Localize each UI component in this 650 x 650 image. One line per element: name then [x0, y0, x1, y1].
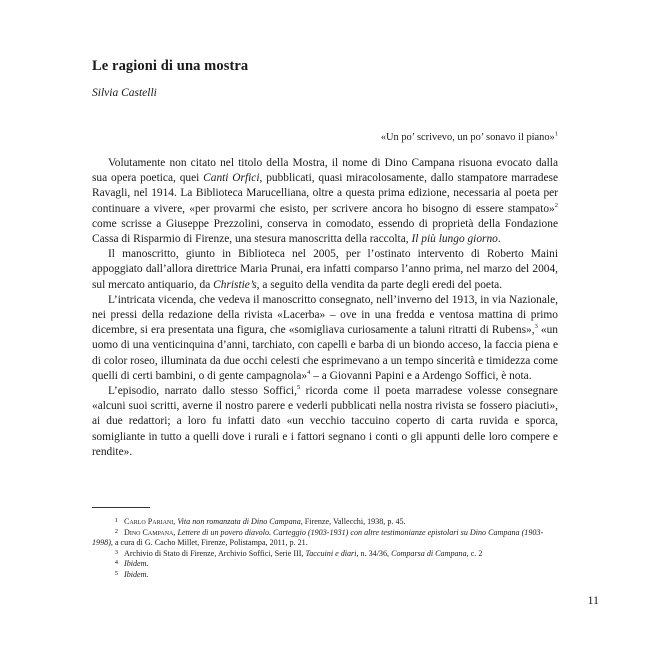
text-run: L’intricata vicenda, che vedeva il manoscritto consegnato, nell’inverno del 1913, in via Nazionale, nei pressi della redazione della rivista «Lacerba» – ove in una fredda e ventosa mattina di primo dicembre, si era presentata una figura, che «somigliava curiosamente a taluni ritratti di Rubens», [92, 293, 558, 337]
paragraph [92, 247, 558, 293]
epigraph-text: «Un po’ scrivevo, un po’ sonavo il piano» [380, 132, 555, 143]
text-run-italic: Christie’s [213, 278, 257, 291]
text-run: Volutamente non citato nel titolo della Mostra, il nome di Dino Campana risuona evocato dalla sua opera poetica, quei [92, 157, 558, 185]
footnote-author: Carlo Pariani [124, 517, 174, 526]
text-run: , n. 34/36, [356, 548, 392, 558]
page-title: Le ragioni di una mostra [92, 58, 249, 74]
page-number: 11 [587, 593, 599, 607]
footnotes [92, 517, 558, 581]
footnote-title: Taccuini e diari [305, 548, 357, 558]
footnote-divider [92, 507, 150, 508]
text-run: – a Giovanni Papini e a Ardengo Soffici, è nota. [310, 369, 532, 382]
text-run: L’episodio, narrato dallo stesso Soffici, [108, 385, 297, 398]
footnote-ref: 4 [307, 369, 311, 377]
text-run: Il manoscritto, giunto in Biblioteca nel 2005, per l’ostinato intervento di Roberto Maini appoggiato dall’allora direttrice Maria Prunai, era infatti comparso l’anno prima, nel marzo del 2004, sul mercato antiquario, da [92, 248, 558, 291]
footnote-ref: 3 [534, 323, 538, 331]
text-run: , pubblicati, quasi miracolosamente, dallo stampatore marradese Ravagli, nel 1914. La Biblioteca Marucelliana, oltre a questa prima edizione, necessaria al poeta per continuare a vivere, «per provarmi che esisto, per scrivere ancora ho bisogno di essere stampato» [92, 172, 558, 215]
text-run: , a seguito della vendita da parte degli eredi del poeta. [256, 278, 503, 291]
footnote-number: 4 [114, 559, 118, 567]
footnote-title: Comparsa di Campana [391, 548, 467, 558]
footnote [92, 528, 558, 549]
text-run-italic: Il più lungo giorno [411, 233, 498, 246]
footnote-number: 1 [114, 517, 118, 524]
text-run: «un uomo di una venticinquina d’anni, tarchiato, con capelli e barba di un biondo acceso, la faccia piena e di color roseo, illuminata da due occhi celesti che esprimevano a un tempo sincerità e timidezza come quelli di certi bambini, o di gente campagnola» [92, 324, 559, 382]
text-run-italic: Canti Orfici [203, 172, 260, 185]
text-run: , Firenze, Vallecchi, 1938, p. 45. [300, 517, 406, 526]
footnote-ref: 2 [554, 201, 558, 209]
footnote-ref: 5 [296, 384, 301, 392]
author-name: Silvia Castelli [92, 87, 157, 99]
paragraph [92, 156, 558, 247]
footnote-number: 5 [114, 569, 118, 577]
footnote-title: Ibidem. [124, 569, 149, 579]
text-run: , a cura di G. Cacho Millet, Firenze, Polistampa, 2011, p. 21. [110, 538, 308, 548]
footnote-title: Lettere di un povero diavolo. Carteggio (1903-1931) con altre testimonianze epistolari su Dino Campana (1903-1998) [92, 527, 544, 548]
text-run: Archivio di Stato di Firenze, Archivio Soffici, Serie III, [124, 548, 306, 558]
footnote [92, 559, 558, 570]
footnote-number: 2 [114, 527, 118, 535]
paragraph [92, 384, 558, 460]
body-text [92, 156, 558, 460]
text-run: come scrisse a Giuseppe Prezzolini, conserva in comodato, essendo di proprietà della Fondazione Cassa di Risparmio di Firenze, una stesura manoscritta della raccolta, [92, 217, 558, 246]
text-run: , [173, 517, 178, 526]
footnote-author: Dino Campana [124, 527, 174, 537]
footnote-number: 3 [114, 548, 118, 556]
footnote [92, 517, 558, 528]
footnote [92, 549, 558, 560]
footnote-title: Vita non romanzata di Dino Campana [177, 517, 301, 526]
epigraph [381, 132, 558, 143]
text-run: ricorda come il poeta marradese volesse consegnare «alcuni suoi scritti, averne il nostro parere e vederli pubblicati nella nostra rivista se fossero piaciuti», ai due redattori; a loro fu infatti dato «un vecchio taccuino coperto di carta ruvida e sporca, somigliante in tutto a quelli dove i rurali e i fattori segnano i conti o gli appunti delle loro compere e rendite». [92, 385, 558, 458]
footnote-title: Ibidem. [124, 559, 149, 569]
footnote [92, 570, 558, 581]
text-run: , [173, 527, 178, 537]
text-run: . [497, 233, 501, 246]
footnote-ref: 1 [554, 130, 558, 138]
paragraph [92, 293, 558, 384]
text-run: , c. 2 [466, 548, 483, 558]
